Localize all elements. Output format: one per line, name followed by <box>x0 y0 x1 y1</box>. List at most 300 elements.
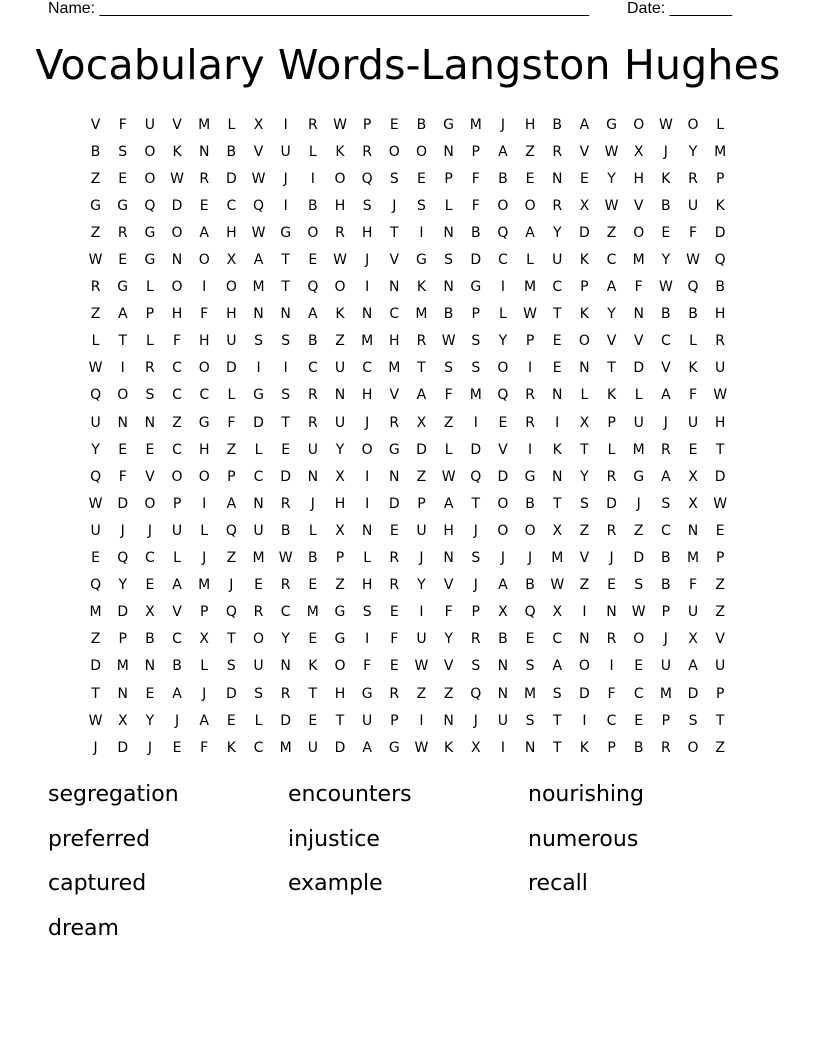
grid-letter: L <box>444 197 453 214</box>
grid-letter: I <box>473 414 478 431</box>
grid-letter: L <box>363 550 372 567</box>
grid-letter: H <box>361 224 373 241</box>
grid-letter: B <box>443 306 454 323</box>
grid-letter: W <box>550 577 565 594</box>
grid-letter: C <box>172 360 182 377</box>
grid-letter: R <box>280 577 291 594</box>
grid-letter: O <box>171 468 183 485</box>
grid-letter: Q <box>90 387 102 404</box>
grid-letter: C <box>362 360 373 377</box>
grid-letter: O <box>198 360 210 377</box>
grid-letter: O <box>687 739 699 756</box>
grid-letter: L <box>526 252 534 269</box>
grid-letter: N <box>253 495 264 512</box>
grid-letter: A <box>199 712 209 729</box>
grid-letter: U <box>307 441 318 458</box>
grid-letter: O <box>198 468 210 485</box>
grid-letter: A <box>117 306 128 323</box>
grid-row <box>82 653 734 680</box>
grid-letter: D <box>633 360 645 377</box>
word-bank-column-1 <box>48 780 268 958</box>
grid-letter: W <box>713 495 728 512</box>
grid-letter: B <box>308 197 318 214</box>
grid-letter: Q <box>470 685 482 702</box>
grid-letter: B <box>498 631 508 648</box>
grid-letter: X <box>145 604 155 621</box>
grid-letter: P <box>444 170 453 187</box>
grid-letter: H <box>361 577 373 594</box>
grid-letter: J <box>310 495 315 512</box>
grid-letter: O <box>171 279 183 296</box>
grid-letter: T <box>580 441 589 458</box>
grid-letter: Z <box>172 414 182 431</box>
grid-letter: S <box>281 333 291 350</box>
grid-letter: W <box>170 170 184 187</box>
grid-letter: A <box>661 387 671 404</box>
grid-letter: N <box>334 387 346 404</box>
grid-letter: D <box>117 495 129 512</box>
grid-letter: C <box>280 604 291 621</box>
grid-letter: S <box>525 712 535 729</box>
grid-letter: S <box>579 495 589 512</box>
grid-letter: W <box>523 306 537 323</box>
grid-letter: C <box>660 522 671 539</box>
grid-letter: R <box>145 360 155 377</box>
grid-letter: P <box>145 306 155 323</box>
grid-letter: Y <box>607 306 616 323</box>
grid-letter: O <box>307 224 319 241</box>
grid-letter: J <box>365 252 370 269</box>
grid-letter: T <box>715 441 725 458</box>
grid-letter: X <box>470 739 481 756</box>
grid-letter: J <box>147 739 152 756</box>
grid-letter: U <box>334 360 346 377</box>
grid-letter: Z <box>416 468 427 485</box>
grid-letter: U <box>144 116 156 133</box>
grid-letter: U <box>416 631 427 648</box>
grid-letter: F <box>173 333 182 350</box>
grid-letter: P <box>607 739 616 756</box>
grid-letter: O <box>334 170 346 187</box>
grid-letter: W <box>88 495 103 512</box>
grid-letter: H <box>524 116 536 133</box>
grid-letter: J <box>120 522 125 539</box>
grid-letter: I <box>609 658 614 675</box>
grid-letter: M <box>469 387 482 404</box>
grid-letter: R <box>280 685 291 702</box>
grid-letter: Q <box>714 252 726 269</box>
grid-row <box>82 463 734 490</box>
grid-letter: G <box>117 279 129 296</box>
grid-letter: E <box>145 577 155 594</box>
grid-letter: S <box>688 712 698 729</box>
grid-letter: R <box>389 577 400 594</box>
grid-letter: N <box>551 468 563 485</box>
grid-letter: W <box>251 224 266 241</box>
grid-letter: D <box>280 468 292 485</box>
grid-letter: U <box>362 712 373 729</box>
grid-letter: R <box>606 631 617 648</box>
grid-letter: M <box>89 604 102 621</box>
grid-letter: P <box>525 333 535 350</box>
grid-letter: D <box>253 414 264 431</box>
grid-letter: Q <box>225 522 237 539</box>
grid-letter: R <box>660 739 671 756</box>
grid-letter: E <box>226 712 236 729</box>
grid-letter: U <box>687 197 699 214</box>
grid-letter: Q <box>253 197 265 214</box>
grid-letter: V <box>633 197 644 214</box>
grid-letter: W <box>686 252 700 269</box>
grid-letter: P <box>607 414 616 431</box>
grid-letter: D <box>90 658 101 675</box>
grid-letter: Z <box>606 224 617 241</box>
grid-letter: A <box>362 739 372 756</box>
grid-letter: V <box>443 658 454 675</box>
grid-letter: B <box>308 550 318 567</box>
grid-letter: D <box>225 685 237 702</box>
word-bank-item: encounters <box>288 782 412 807</box>
grid-letter: I <box>365 279 370 296</box>
grid-letter: B <box>226 143 237 160</box>
page-title: Vocabulary Words-Langston Hughes <box>35 41 781 89</box>
grid-letter: N <box>606 604 617 621</box>
grid-letter: W <box>441 333 456 350</box>
grid-letter: I <box>365 468 370 485</box>
grid-letter: F <box>634 279 643 296</box>
grid-letter: C <box>253 468 264 485</box>
grid-letter: E <box>389 522 399 539</box>
grid-letter: T <box>715 712 725 729</box>
grid-letter: H <box>334 197 346 214</box>
grid-letter: K <box>715 197 725 214</box>
grid-letter: G <box>388 441 400 458</box>
grid-letter: P <box>199 604 209 621</box>
grid-letter: T <box>607 360 616 377</box>
grid-letter: C <box>307 360 318 377</box>
grid-letter: Z <box>579 577 590 594</box>
grid-letter: U <box>715 360 726 377</box>
grid-letter: E <box>389 604 399 621</box>
grid-letter: B <box>715 279 725 296</box>
grid-letter: B <box>661 577 671 594</box>
grid-row <box>82 517 734 544</box>
grid-letter: G <box>144 252 156 269</box>
grid-letter: G <box>334 631 346 648</box>
grid-letter: B <box>416 116 427 133</box>
grid-letter: U <box>633 414 644 431</box>
grid-letter: R <box>660 441 671 458</box>
grid-letter: L <box>254 712 263 729</box>
grid-row <box>82 111 734 138</box>
grid-letter: T <box>308 685 318 702</box>
grid-letter: O <box>171 224 183 241</box>
grid-letter: I <box>582 712 587 729</box>
grid-letter: Q <box>687 279 699 296</box>
grid-letter: U <box>687 604 699 621</box>
grid-letter: R <box>199 170 210 187</box>
grid-letter: L <box>227 387 236 404</box>
grid-letter: J <box>365 414 370 431</box>
grid-letter: N <box>171 252 183 269</box>
grid-letter: L <box>308 143 317 160</box>
grid-letter: V <box>661 360 671 377</box>
grid-letter: F <box>200 306 209 323</box>
grid-letter: S <box>417 197 426 214</box>
grid-letter: M <box>388 360 401 377</box>
grid-letter: T <box>335 712 345 729</box>
grid-letter: L <box>308 522 317 539</box>
grid-letter: J <box>500 550 505 567</box>
grid-letter: D <box>606 495 617 512</box>
grid-letter: X <box>688 468 698 485</box>
grid-letter: G <box>334 604 346 621</box>
grid-letter: P <box>362 116 372 133</box>
grid-letter: E <box>498 414 508 431</box>
grid-letter: B <box>633 739 644 756</box>
grid-letter: E <box>91 550 100 567</box>
grid-letter: A <box>525 224 535 241</box>
grid-letter: E <box>688 441 698 458</box>
grid-letter: B <box>661 197 671 214</box>
grid-letter: M <box>252 550 265 567</box>
grid-letter: E <box>172 739 182 756</box>
word-bank-item: preferred <box>48 826 151 852</box>
grid-letter: P <box>417 495 426 512</box>
grid-letter: J <box>663 631 668 648</box>
grid-letter: I <box>365 631 370 648</box>
grid-letter: Q <box>361 170 373 187</box>
grid-letter: D <box>687 685 699 702</box>
grid-letter: M <box>659 685 672 702</box>
grid-row <box>82 707 734 734</box>
grid-letter: D <box>579 224 590 241</box>
grid-letter: F <box>118 468 127 485</box>
grid-letter: Y <box>498 333 508 350</box>
grid-letter: K <box>661 170 671 187</box>
grid-letter: G <box>524 468 536 485</box>
grid-letter: W <box>88 360 103 377</box>
grid-letter: N <box>497 685 509 702</box>
grid-letter: P <box>661 604 671 621</box>
grid-letter: L <box>173 550 181 567</box>
grid-letter: K <box>552 441 562 458</box>
grid-letter: M <box>116 658 129 675</box>
grid-letter: F <box>688 387 698 404</box>
grid-letter: D <box>171 197 183 214</box>
grid-letter: L <box>634 387 643 404</box>
grid-letter: T <box>390 224 399 241</box>
grid-letter: R <box>552 197 563 214</box>
grid-letter: V <box>579 143 590 160</box>
word-bank-item: injustice <box>288 826 380 852</box>
grid-letter: T <box>552 495 562 512</box>
grid-letter: E <box>308 631 318 648</box>
grid-letter: C <box>606 712 617 729</box>
grid-letter: M <box>714 143 727 160</box>
grid-letter: B <box>280 522 291 539</box>
grid-letter: A <box>308 306 318 323</box>
grid-letter: N <box>443 712 454 729</box>
grid-letter: U <box>334 414 346 431</box>
grid-letter: O <box>334 658 346 675</box>
grid-letter: U <box>171 522 183 539</box>
grid-letter: G <box>144 224 156 241</box>
grid-row <box>82 192 734 219</box>
grid-letter: O <box>524 522 536 539</box>
grid-letter: R <box>389 685 400 702</box>
grid-letter: K <box>335 306 345 323</box>
grid-letter: L <box>145 279 154 296</box>
grid-letter: Q <box>117 550 129 567</box>
grid-letter: P <box>335 550 345 567</box>
grid-letter: I <box>120 360 125 377</box>
grid-letter: H <box>361 387 373 404</box>
grid-letter: Z <box>335 333 345 350</box>
grid-letter: I <box>528 360 533 377</box>
grid-letter: D <box>579 685 590 702</box>
grid-letter: B <box>470 224 481 241</box>
grid-letter: P <box>661 712 671 729</box>
grid-letter: P <box>172 495 182 512</box>
grid-letter: N <box>117 685 128 702</box>
grid-letter: Z <box>443 414 454 431</box>
grid-letter: J <box>473 522 478 539</box>
grid-row <box>82 274 734 301</box>
grid-letter: Q <box>470 468 482 485</box>
grid-letter: A <box>498 577 508 594</box>
grid-letter: K <box>688 360 698 377</box>
grid-letter: E <box>525 170 535 187</box>
grid-letter: H <box>334 685 346 702</box>
grid-letter: F <box>390 631 399 648</box>
grid-letter: V <box>145 468 155 485</box>
grid-letter: D <box>225 360 237 377</box>
name-field-line: Name: _______________________________________________________ <box>48 0 589 17</box>
grid-letter: X <box>226 252 237 269</box>
grid-letter: O <box>578 333 590 350</box>
grid-letter: X <box>552 604 563 621</box>
grid-letter: M <box>632 441 645 458</box>
grid-letter: K <box>308 658 318 675</box>
grid-letter: M <box>306 604 319 621</box>
grid-letter: O <box>497 360 509 377</box>
grid-letter: D <box>714 224 726 241</box>
grid-letter: Q <box>144 197 156 214</box>
grid-row <box>82 572 734 599</box>
grid-letter: X <box>498 604 508 621</box>
word-bank-item: segregation <box>48 782 179 807</box>
grid-letter: G <box>280 224 292 241</box>
grid-letter: P <box>715 170 725 187</box>
grid-letter: O <box>524 197 536 214</box>
grid-letter: W <box>658 116 673 133</box>
grid-letter: C <box>552 631 563 648</box>
grid-letter: W <box>713 387 728 404</box>
grid-letter: R <box>470 631 481 648</box>
grid-letter: D <box>714 468 726 485</box>
grid-letter: Q <box>497 224 509 241</box>
grid-letter: Z <box>525 143 535 160</box>
grid-letter: N <box>280 658 291 675</box>
grid-letter: L <box>444 441 453 458</box>
grid-letter: J <box>392 197 397 214</box>
grid-letter: E <box>552 333 562 350</box>
grid-letter: X <box>253 116 264 133</box>
grid-row <box>82 382 734 409</box>
grid-letter: K <box>579 739 589 756</box>
grid-letter: M <box>524 685 537 702</box>
grid-letter: I <box>283 197 288 214</box>
grid-letter: Y <box>335 441 345 458</box>
grid-letter: W <box>88 712 103 729</box>
grid-letter: S <box>471 360 481 377</box>
grid-letter: C <box>226 197 237 214</box>
grid-letter: N <box>443 550 454 567</box>
grid-letter: E <box>525 631 535 648</box>
grid-letter: R <box>307 387 318 404</box>
grid-letter: K <box>335 143 345 160</box>
grid-letter: R <box>335 224 345 241</box>
grid-letter: U <box>660 658 671 675</box>
grid-letter: C <box>660 333 671 350</box>
grid-letter: K <box>416 279 427 296</box>
grid-letter: S <box>118 143 128 160</box>
grid-letter: O <box>633 631 645 648</box>
grid-letter: D <box>117 604 129 621</box>
grid-letter: O <box>633 116 645 133</box>
grid-letter: N <box>144 414 156 431</box>
grid-letter: E <box>634 712 644 729</box>
grid-letter: E <box>579 170 589 187</box>
grid-letter: K <box>579 306 589 323</box>
grid-row <box>82 246 734 273</box>
grid-letter: D <box>117 739 129 756</box>
grid-letter: I <box>500 279 505 296</box>
grid-letter: G <box>443 116 455 133</box>
grid-letter: D <box>280 712 292 729</box>
grid-letter: U <box>226 333 237 350</box>
grid-letter: Y <box>281 631 290 648</box>
grid-letter: I <box>582 604 587 621</box>
grid-letter: R <box>389 414 400 431</box>
grid-letter: Y <box>118 577 128 594</box>
grid-letter: B <box>498 170 508 187</box>
grid-letter: P <box>118 631 127 648</box>
grid-letter: W <box>333 116 347 133</box>
grid-letter: C <box>145 550 155 567</box>
grid-letter: J <box>528 550 533 567</box>
grid-letter: E <box>281 441 291 458</box>
grid-letter: T <box>281 252 290 269</box>
grid-letter: J <box>609 550 614 567</box>
grid-row <box>82 138 734 165</box>
grid-letter: V <box>389 252 400 269</box>
grid-row <box>82 626 734 653</box>
grid-letter: J <box>663 414 668 431</box>
grid-letter: V <box>579 550 590 567</box>
grid-letter: O <box>253 631 265 648</box>
grid-letter: X <box>552 522 563 539</box>
grid-letter: X <box>335 522 345 539</box>
grid-letter: F <box>444 604 453 621</box>
grid-letter: S <box>145 387 155 404</box>
grid-letter: X <box>633 143 644 160</box>
grid-letter: Z <box>416 685 427 702</box>
grid-letter: M <box>252 279 265 296</box>
grid-letter: M <box>686 550 700 567</box>
grid-letter: W <box>278 550 293 567</box>
